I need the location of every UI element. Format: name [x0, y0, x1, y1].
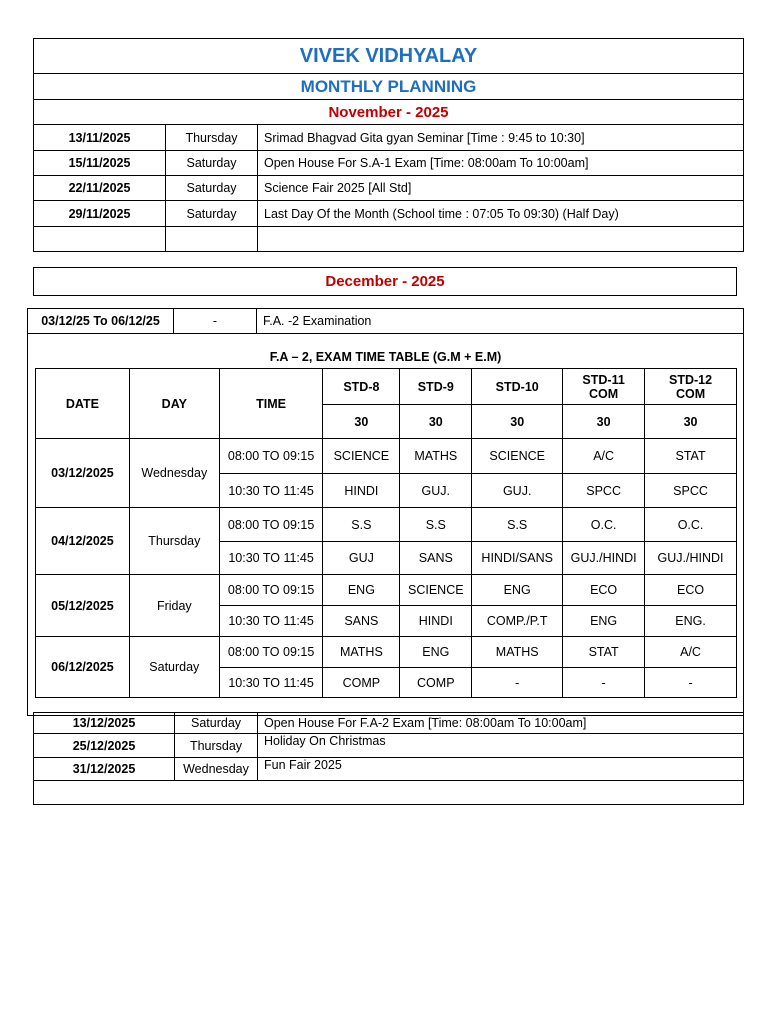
- table-row-empty: [34, 781, 744, 805]
- exam-subject: ENG: [400, 637, 472, 668]
- table-row: [34, 125, 744, 151]
- exam-subject: GUJ.: [400, 474, 472, 508]
- exam-subject: MATHS: [472, 637, 563, 668]
- exam-subject: HINDI/SANS: [472, 542, 563, 575]
- exam-subject: MATHS: [400, 439, 472, 474]
- event-day: Saturday: [166, 201, 258, 227]
- exam-date: 04/12/2025: [36, 508, 130, 575]
- exam-subject: SCIENCE: [400, 575, 472, 606]
- exam-subject: ENG.: [645, 606, 737, 637]
- exam-time: 08:00 TO 09:15: [219, 508, 323, 542]
- exam-timetable: [35, 368, 737, 698]
- fa-day: -: [173, 308, 257, 334]
- event-day: Thursday: [166, 125, 258, 151]
- fa-date-range: 03/12/25 To 06/12/25: [27, 308, 174, 334]
- event-description: Science Fair 2025 [All Std]: [258, 176, 744, 201]
- col-header-std: STD-12 COM: [645, 369, 737, 405]
- exam-time: 10:30 TO 11:45: [219, 668, 323, 698]
- exam-subject: SPCC: [645, 474, 737, 508]
- exam-subject: STAT: [645, 439, 737, 474]
- table-row: [34, 201, 744, 227]
- exam-subject: SANS: [400, 542, 472, 575]
- exam-subject: SCIENCE: [472, 439, 563, 474]
- col-header-std: STD-9: [400, 369, 472, 405]
- exam-time: 08:00 TO 09:15: [219, 575, 323, 606]
- exam-subject: A/C: [563, 439, 645, 474]
- exam-subject: GUJ.: [472, 474, 563, 508]
- exam-subject: ENG: [563, 606, 645, 637]
- event-date: 25/12/2025: [34, 734, 175, 758]
- exam-time: 10:30 TO 11:45: [219, 474, 323, 508]
- event-day: Thursday: [175, 734, 258, 758]
- exam-subject: -: [472, 668, 563, 698]
- event-description: Last Day Of the Month (School time : 07:05 To 09:30) (Half Day): [258, 201, 744, 227]
- event-day: Saturday: [166, 151, 258, 176]
- event-description: Holiday On Christmas: [258, 734, 744, 758]
- event-day: Saturday: [175, 713, 258, 734]
- header-row: [36, 369, 737, 405]
- col-header-std: STD-8: [323, 369, 400, 405]
- table-row-empty: [34, 227, 744, 252]
- event-date: 22/11/2025: [34, 176, 166, 201]
- exam-time: 10:30 TO 11:45: [219, 542, 323, 575]
- december-events-table: [33, 712, 744, 805]
- event-date: 15/11/2025: [34, 151, 166, 176]
- col-header-std: STD-10: [472, 369, 563, 405]
- exam-subject: A/C: [645, 637, 737, 668]
- max-marks: 30: [323, 405, 400, 439]
- table-row: [34, 176, 744, 201]
- page-subtitle: MONTHLY PLANNING: [33, 73, 744, 100]
- event-day: Saturday: [166, 176, 258, 201]
- event-date: 31/12/2025: [34, 758, 175, 781]
- exam-subject: ENG: [323, 575, 400, 606]
- col-header-date: DATE: [36, 369, 130, 439]
- col-header-day: DAY: [129, 369, 219, 439]
- exam-subject: STAT: [563, 637, 645, 668]
- december-heading: December - 2025: [33, 267, 737, 296]
- fa-event: F.A. -2 Examination: [256, 308, 744, 334]
- exam-subject: GUJ: [323, 542, 400, 575]
- exam-date: 03/12/2025: [36, 439, 130, 508]
- exam-subject: HINDI: [400, 606, 472, 637]
- table-row: [34, 151, 744, 176]
- event-description: Open House For S.A-1 Exam [Time: 08:00am To 10:00am]: [258, 151, 744, 176]
- table-row: [34, 713, 744, 734]
- exam-subject: -: [563, 668, 645, 698]
- table-row: [36, 637, 737, 668]
- exam-subject: COMP: [323, 668, 400, 698]
- exam-time: 08:00 TO 09:15: [219, 439, 323, 474]
- event-description: Srimad Bhagvad Gita gyan Seminar [Time : 9:45 to 10:30]: [258, 125, 744, 151]
- col-header-time: TIME: [219, 369, 323, 439]
- exam-time: 10:30 TO 11:45: [219, 606, 323, 637]
- col-header-std: STD-11 COM: [563, 369, 645, 405]
- event-date: 29/11/2025: [34, 201, 166, 227]
- exam-subject: ENG: [472, 575, 563, 606]
- table-row: [34, 758, 744, 781]
- exam-date: 06/12/2025: [36, 637, 130, 698]
- timetable-title: F.A – 2, EXAM TIME TABLE (G.M + E.M): [269, 350, 502, 364]
- school-name: VIVEK VIDHYALAY: [33, 38, 744, 74]
- exam-subject: S.S: [472, 508, 563, 542]
- exam-subject: SCIENCE: [323, 439, 400, 474]
- november-table: [33, 124, 744, 252]
- exam-day: Saturday: [129, 637, 219, 698]
- exam-day: Wednesday: [129, 439, 219, 508]
- exam-subject: S.S: [323, 508, 400, 542]
- event-description: Open House For F.A-2 Exam [Time: 08:00am To 10:00am]: [258, 713, 744, 734]
- exam-subject: O.C.: [645, 508, 737, 542]
- exam-subject: S.S: [400, 508, 472, 542]
- exam-subject: SANS: [323, 606, 400, 637]
- exam-subject: ECO: [645, 575, 737, 606]
- max-marks: 30: [472, 405, 563, 439]
- event-date: 13/12/2025: [34, 713, 175, 734]
- event-description: Fun Fair 2025: [258, 758, 744, 781]
- table-row: [34, 734, 744, 758]
- exam-subject: SPCC: [563, 474, 645, 508]
- event-date: 13/11/2025: [34, 125, 166, 151]
- exam-subject: MATHS: [323, 637, 400, 668]
- table-row: [36, 439, 737, 474]
- event-day: Wednesday: [175, 758, 258, 781]
- max-marks: 30: [400, 405, 472, 439]
- november-heading: November - 2025: [33, 99, 744, 125]
- exam-day: Thursday: [129, 508, 219, 575]
- exam-subject: -: [645, 668, 737, 698]
- exam-subject: HINDI: [323, 474, 400, 508]
- exam-subject: ECO: [563, 575, 645, 606]
- table-row: [36, 575, 737, 606]
- exam-date: 05/12/2025: [36, 575, 130, 637]
- exam-subject: O.C.: [563, 508, 645, 542]
- exam-day: Friday: [129, 575, 219, 637]
- table-row: [36, 508, 737, 542]
- exam-time: 08:00 TO 09:15: [219, 637, 323, 668]
- max-marks: 30: [645, 405, 737, 439]
- exam-subject: COMP: [400, 668, 472, 698]
- exam-subject: GUJ./HINDI: [645, 542, 737, 575]
- exam-subject: GUJ./HINDI: [563, 542, 645, 575]
- exam-subject: COMP./P.T: [472, 606, 563, 637]
- max-marks: 30: [563, 405, 645, 439]
